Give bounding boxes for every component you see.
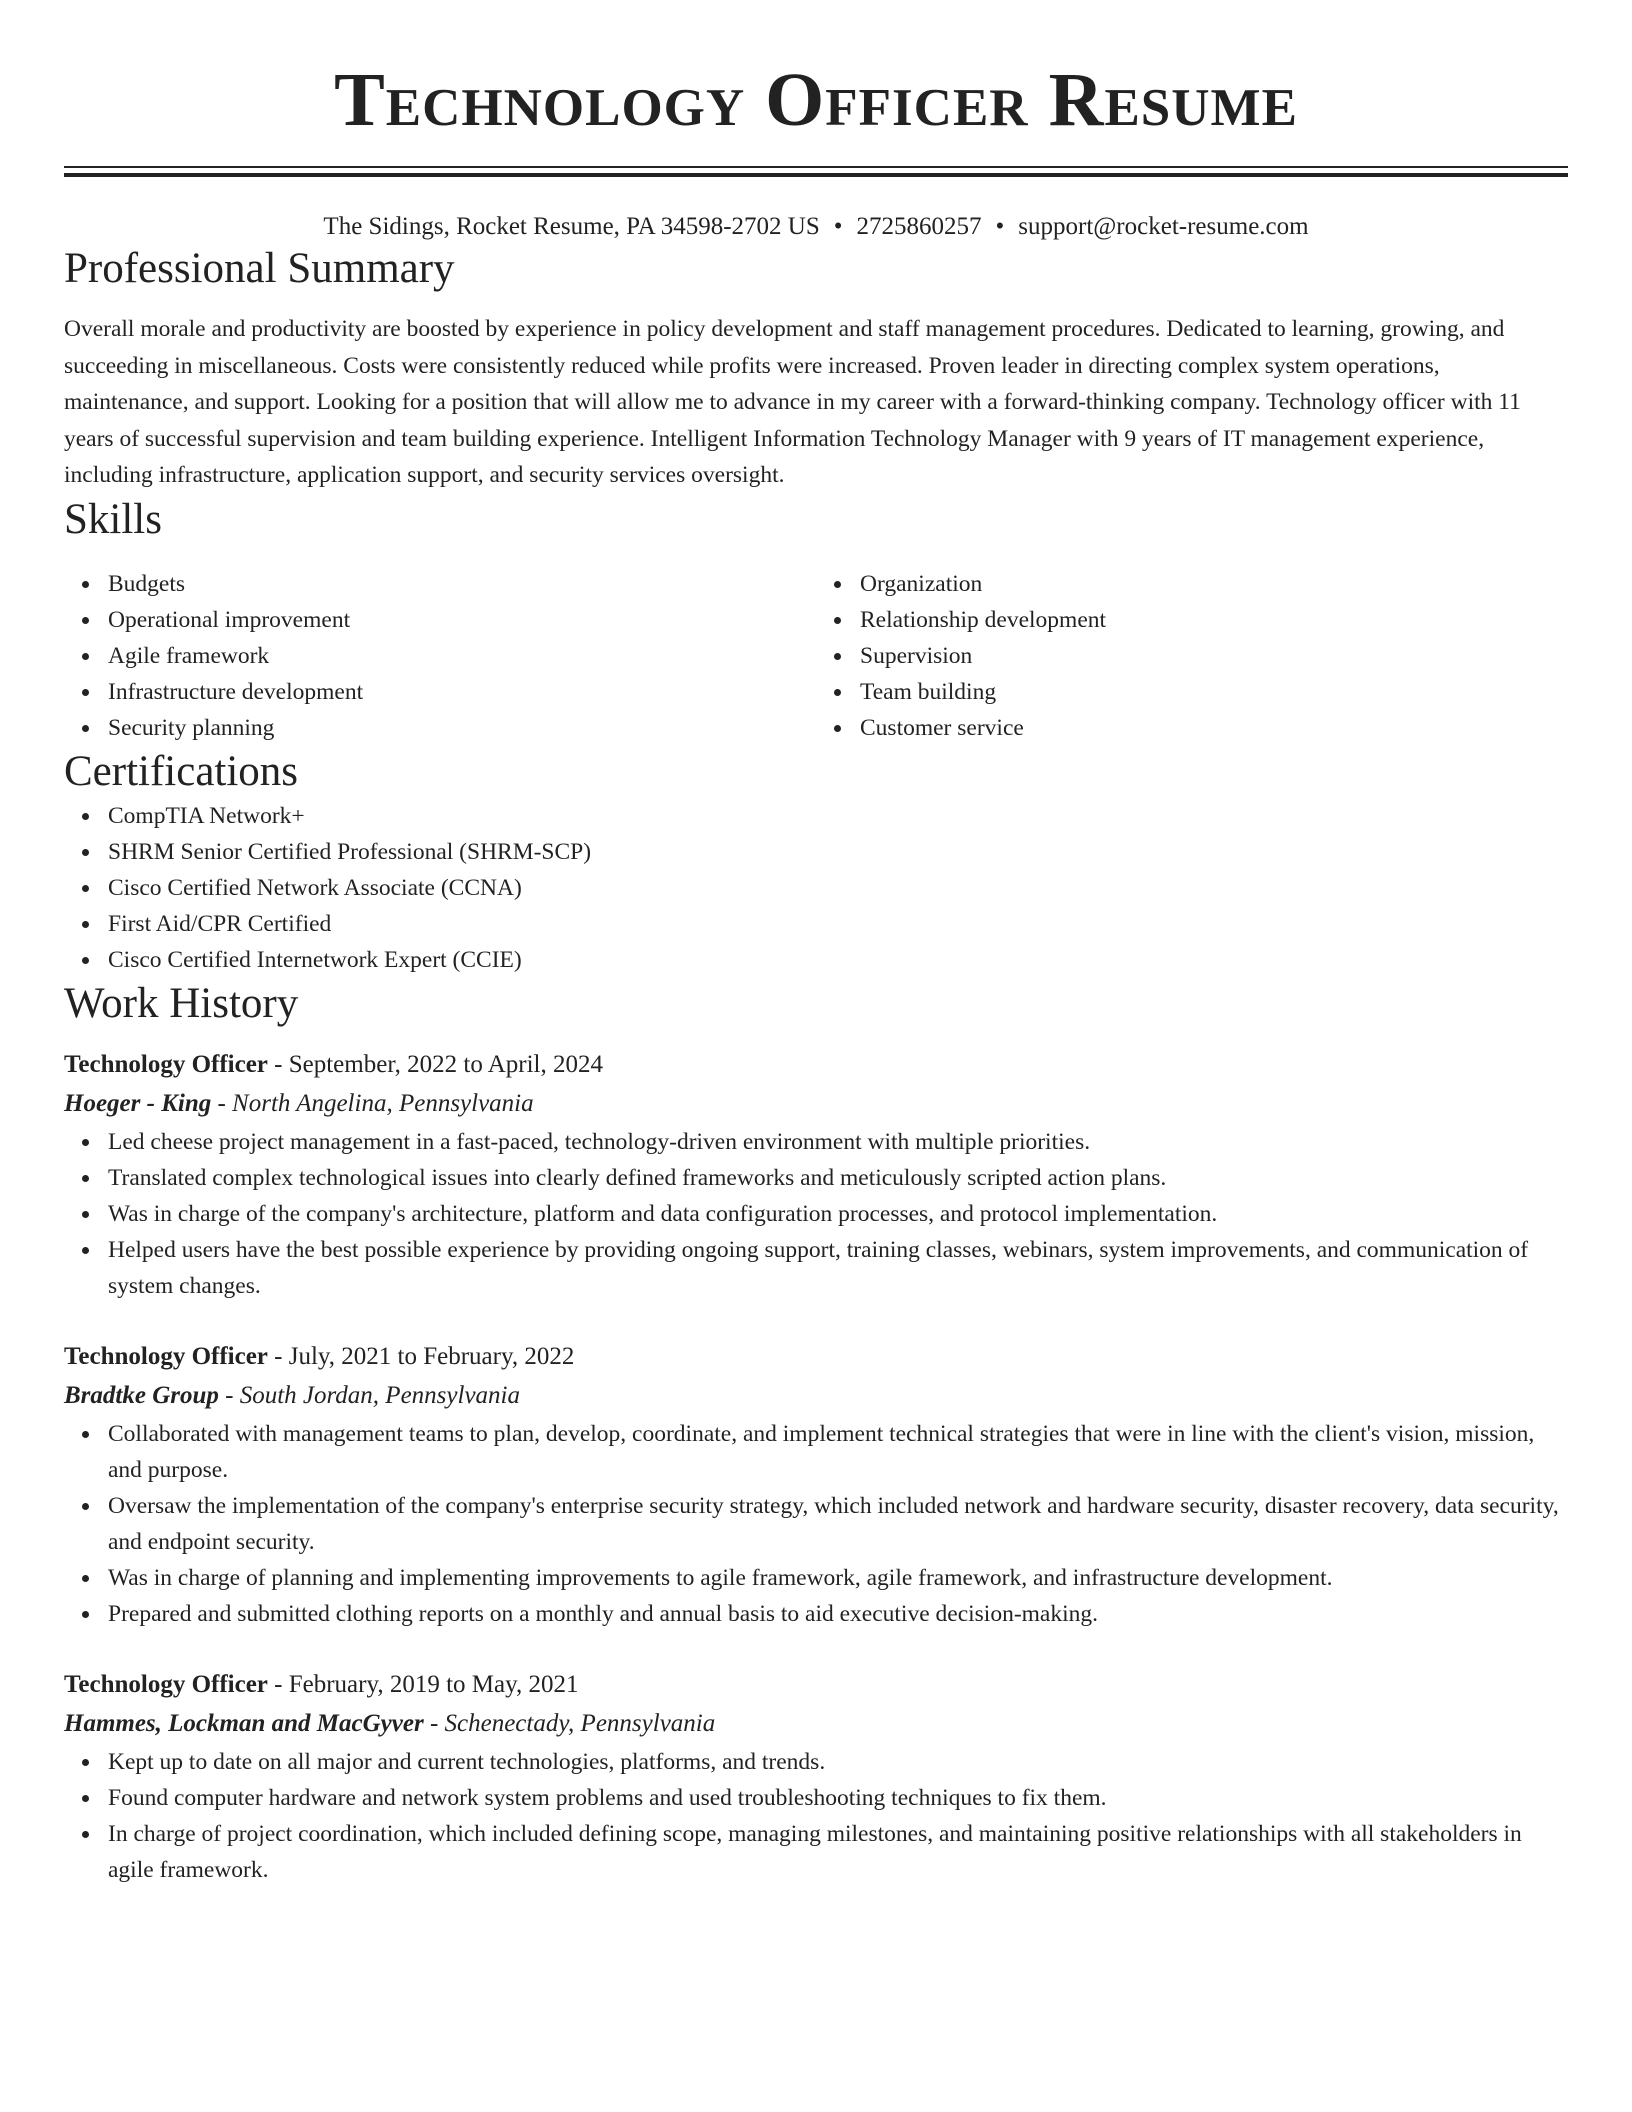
job-employer: [64, 1084, 1568, 1124]
job-duty-item: In charge of project coordination, which included defining scope, managing milestones, and maintaining positive relationships with all stakeholders in agile framework.: [108, 1816, 1568, 1888]
contact-separator: •: [833, 213, 843, 240]
job-employer: [64, 1376, 1568, 1416]
skill-item: Agile framework: [108, 638, 816, 674]
job-dates: - July, 2021 to February, 2022: [267, 1342, 575, 1370]
job-employer: [64, 1704, 1568, 1744]
work-history-heading: Work History: [64, 979, 299, 1027]
summary-text: Overall morale and productivity are boosted by experience in policy development and staff management procedures. Dedicated to learning, growing, and succeeding in miscellaneous. Costs were consistently reduced while profits were increased. Proven leader in directing complex system operations, maintenance, and support. Looking for a position that will allow me to advance in my career with a forward-thinking company. Technology officer with 11 years of successful supervision and team building experience. Intelligent Information Technology Manager with 9 years of IT management experience, including infrastructure, application support, and security services oversight.: [64, 316, 1521, 488]
job-duty-item: Was in charge of planning and implementing improvements to agile framework, agile framework, and infrastructure development.: [108, 1560, 1568, 1596]
certification-item: Cisco Certified Internetwork Expert (CCIE): [108, 942, 1568, 978]
job-company: Bradtke Group: [64, 1381, 219, 1409]
skill-item: Customer service: [860, 710, 1568, 746]
job-location: - Schenectady, Pennsylvania: [423, 1709, 716, 1737]
skill-item: Relationship development: [860, 602, 1568, 638]
job-duty-item: Translated complex technological issues into clearly defined frameworks and meticulously scripted action plans.: [108, 1160, 1568, 1196]
job-duties: [64, 1124, 1568, 1304]
job-company: Hammes, Lockman and MacGyver: [64, 1709, 424, 1737]
skills-column-left: [64, 566, 816, 746]
certification-item: SHRM Senior Certified Professional (SHRM-SCP): [108, 834, 1568, 870]
job-title: Technology Officer: [64, 1342, 268, 1370]
certifications-list: [64, 798, 1568, 978]
job-location: - North Angelina, Pennsylvania: [211, 1089, 534, 1117]
certification-item: CompTIA Network+: [108, 798, 1568, 834]
skills-heading: Skills: [64, 495, 162, 543]
job-entry: [64, 1666, 1568, 1888]
certifications-heading: Certifications: [64, 747, 299, 795]
job-company: Hoeger - King: [64, 1089, 212, 1117]
skill-item: Organization: [860, 566, 1568, 602]
skill-item: Team building: [860, 674, 1568, 710]
skill-item: Security planning: [108, 710, 816, 746]
job-dates: - February, 2019 to May, 2021: [267, 1670, 579, 1698]
resume-title: Technology Officer Resume: [334, 58, 1298, 142]
job-duty-item: Was in charge of the company's architecture, platform and data configuration processes, and protocol implementation.: [108, 1196, 1568, 1232]
certification-item: First Aid/CPR Certified: [108, 906, 1568, 942]
skill-item: Infrastructure development: [108, 674, 816, 710]
job-title: Technology Officer: [64, 1050, 268, 1078]
contact-separator: •: [995, 213, 1005, 240]
job-duty-item: Oversaw the implementation of the company's enterprise security strategy, which included network and hardware security, disaster recovery, data security, and endpoint security.: [108, 1488, 1568, 1560]
title-divider: [64, 166, 1568, 177]
certification-item: Cisco Certified Network Associate (CCNA): [108, 870, 1568, 906]
job-duty-item: Found computer hardware and network system problems and used troubleshooting techniques to fix them.: [108, 1780, 1568, 1816]
job-header: [64, 1046, 1568, 1084]
job-title: Technology Officer: [64, 1670, 268, 1698]
job-entry: [64, 1338, 1568, 1632]
job-duties: [64, 1744, 1568, 1888]
job-header: [64, 1666, 1568, 1704]
job-duty-item: Collaborated with management teams to plan, develop, coordinate, and implement technical strategies that were in line with the client's vision, mission, and purpose.: [108, 1416, 1568, 1488]
job-duty-item: Helped users have the best possible experience by providing ongoing support, training classes, webinars, system improvements, and communication of system changes.: [108, 1232, 1568, 1304]
summary-heading: Professional Summary: [64, 245, 455, 292]
contact-line: [64, 211, 1568, 243]
job-duty-item: Led cheese project management in a fast-paced, technology-driven environment with multiple priorities.: [108, 1124, 1568, 1160]
job-duty-item: Kept up to date on all major and current technologies, platforms, and trends.: [108, 1744, 1568, 1780]
job-location: - South Jordan, Pennsylvania: [218, 1381, 520, 1409]
job-duty-item: Prepared and submitted clothing reports on a monthly and annual basis to aid executive decision-making.: [108, 1596, 1568, 1632]
job-entry: [64, 1046, 1568, 1304]
contact-email: support@rocket-resume.com: [1018, 213, 1309, 240]
contact-phone: 2725860257: [856, 213, 982, 240]
contact-address: The Sidings, Rocket Resume, PA 34598-2702 US: [323, 213, 820, 240]
skill-item: Budgets: [108, 566, 816, 602]
job-dates: - September, 2022 to April, 2024: [267, 1050, 603, 1078]
job-duties: [64, 1416, 1568, 1632]
skills-list: [64, 566, 1568, 746]
job-header: [64, 1338, 1568, 1376]
skill-item: Supervision: [860, 638, 1568, 674]
skills-column-right: [816, 566, 1568, 746]
skill-item: Operational improvement: [108, 602, 816, 638]
